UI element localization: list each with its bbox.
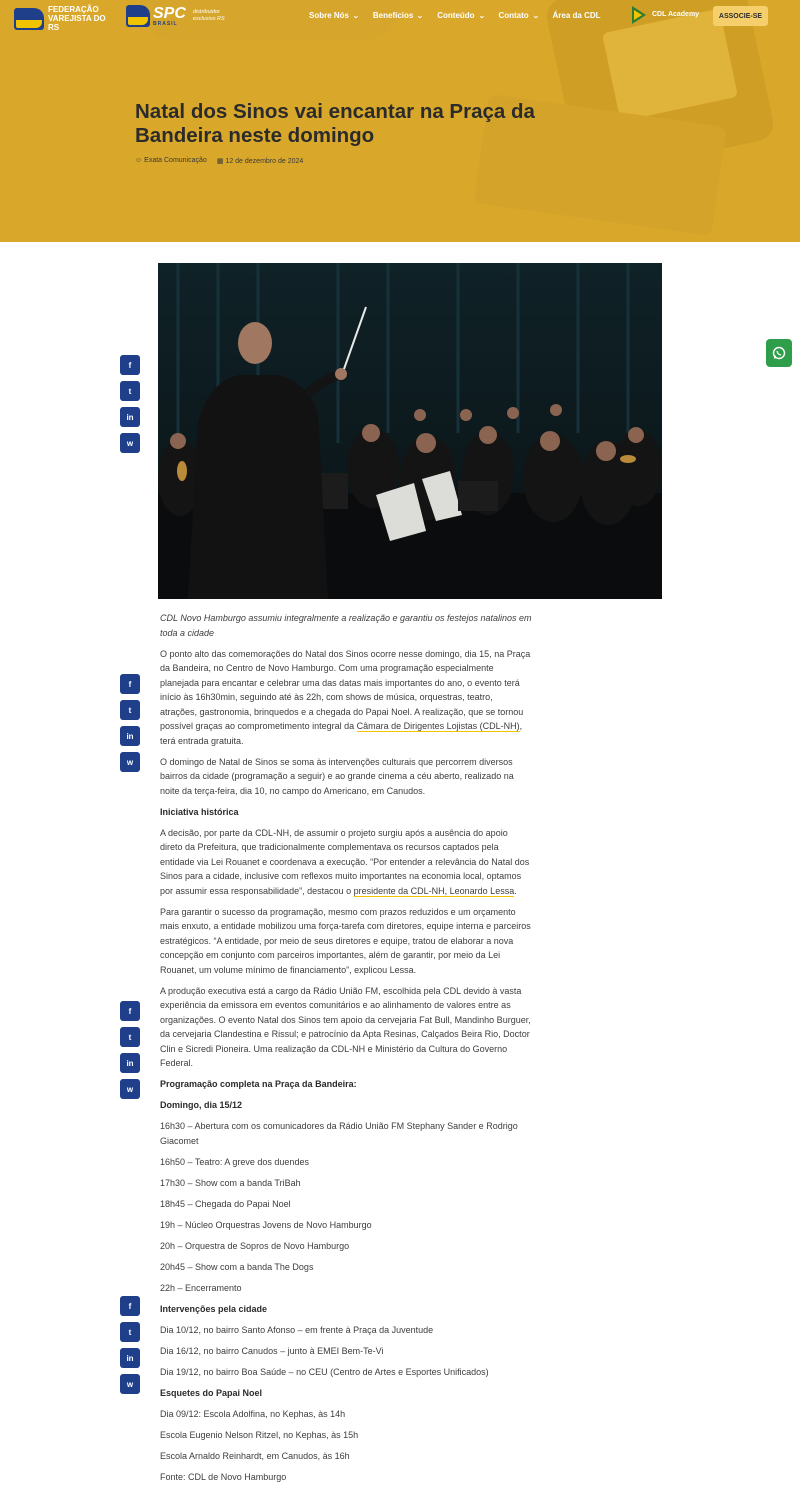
hero-banner (0, 0, 800, 242)
linkedin-share-button[interactable]: in (120, 1053, 140, 1073)
logo-federacao[interactable] (14, 5, 118, 32)
linkedin-share-button[interactable]: in (120, 726, 140, 746)
logo-spc[interactable] (126, 5, 233, 27)
chevron-down-icon: ⌄ (416, 12, 424, 20)
heading-intervencoes: Intervenções pela cidade (160, 1303, 268, 1314)
main-nav (309, 11, 601, 20)
article-date (217, 157, 303, 165)
paragraph-4: Para garantir o sucesso da programação, mesmo com prazos reduzidos e um orçamento mais enxuto, a entidade mobilizou uma força-tarefa com diretores, equipe interna e parceiros estratégicos. “A entidade, por meio de seus diretores e equipe, tratou de elaborar a nova concepção em conjunto com parceiros importantes, além de garantir, por meio da Lei Rouanet, um volume mínimo de financiamento”, explicou Lessa. (160, 906, 531, 975)
share-bar (120, 1001, 140, 1105)
academy-logo-icon (632, 6, 648, 22)
associe-button[interactable]: ASSOCIE-SE (713, 6, 768, 26)
logo-federacao-text: FEDERAÇÃO VAREJISTA DO RS (48, 5, 106, 32)
heading-domingo: Domingo, dia 15/12 (160, 1100, 243, 1110)
article-body (160, 611, 532, 1491)
sketch-item: Dia 09/12: Escola Adolfina, no Kephas, às 14h (160, 1408, 346, 1419)
heading-iniciativa: Iniciativa histórica (160, 806, 239, 817)
logo-spc-note: distribuidor exclusivo RS (192, 9, 225, 22)
presidente-link[interactable]: presidente da CDL-NH, Leonardo Lessa (353, 885, 515, 896)
facebook-share-button[interactable]: f (120, 1001, 140, 1021)
paragraph-2: O domingo de Natal de Sinos se soma às intervenções culturais que percorrem diversos bairros da cidade (programação a seguir) e ao grande cinema a céu aberto, realizado na noite da terça-feira, dia 10, no campo do Americano, em Canudos. (160, 756, 514, 796)
intervention-item: Dia 16/12, no bairro Canudos – junto à EMEI Bem-Te-Vi (160, 1345, 384, 1356)
nav-item-contato[interactable] (498, 11, 538, 20)
logo-spc-text: SPC (153, 4, 186, 22)
facebook-share-button[interactable]: f (120, 355, 140, 375)
photo-caption: CDL Novo Hamburgo assumiu integralmente a realização e garantiu os festejos natalinos em toda a cidade (160, 613, 532, 638)
cdl-academy-link[interactable] (632, 6, 699, 22)
nav-label: Conteúdo (437, 11, 475, 20)
heading-programacao: Programação completa na Praça da Bandeira: (160, 1079, 357, 1089)
article-photo-orchestra (158, 263, 662, 599)
schedule-item: 19h – Núcleo Orquestras Jovens de Novo Hamburgo (160, 1219, 372, 1230)
share-bar (120, 1296, 140, 1400)
schedule-item: 16h50 – Teatro: A greve dos duendes (160, 1156, 309, 1167)
twitter-share-button[interactable]: t (120, 381, 140, 401)
twitter-share-button[interactable]: t (120, 1027, 140, 1047)
chevron-down-icon: ⌄ (532, 12, 540, 20)
article-meta (135, 157, 303, 165)
federacao-logo-icon (14, 8, 44, 30)
linkedin-share-button[interactable]: in (120, 407, 140, 427)
twitter-share-button[interactable]: t (120, 700, 140, 720)
facebook-share-button[interactable]: f (120, 674, 140, 694)
whatsapp-share-button[interactable]: w (120, 1079, 140, 1099)
paragraph-text: A decisão, por parte da CDL-NH, de assumir o projeto surgiu após a ausência do apoio direto da Prefeitura, que tradicionalmente complementava os recursos captados pela entidade via Lei Rouanet e coordenava a execução. “Por entender a relevância do Natal dos Sinos para a cidade, inclusive com reflexos muito importantes na economia local, optamos por assumir essa responsabilidade”, destacou o (160, 827, 530, 896)
sketch-item: Escola Eugenio Nelson Ritzel, no Kephas, às 15h (160, 1429, 359, 1440)
sketch-item: Escola Arnaldo Reinhardt, em Canudos, às 16h (160, 1450, 350, 1461)
share-bar (120, 674, 140, 778)
page-title: Natal dos Sinos vai encantar na Praça da Bandeira neste domingo (135, 100, 535, 147)
schedule-item: 18h45 – Chegada do Papai Noel (160, 1198, 291, 1209)
nav-item-beneficios[interactable] (373, 11, 423, 20)
nav-label: Área da CDL (552, 11, 601, 20)
paragraph-1 (160, 647, 532, 749)
whatsapp-share-button[interactable]: w (120, 433, 140, 453)
spc-logo-icon (126, 5, 150, 27)
twitter-share-button[interactable]: t (120, 1322, 140, 1342)
share-bar (120, 355, 140, 459)
academy-label: CDL Academy (652, 10, 700, 18)
date-text: 12 de dezembro de 2024 (225, 158, 304, 165)
whatsapp-share-button[interactable]: w (120, 752, 140, 772)
whatsapp-icon (772, 346, 786, 360)
nav-item-sobre-nos[interactable] (309, 11, 359, 20)
source-text: Fonte: CDL de Novo Hamburgo (160, 1471, 287, 1482)
linkedin-share-button[interactable]: in (120, 1348, 140, 1368)
chevron-down-icon: ⌄ (352, 12, 360, 20)
nav-item-area-cdl[interactable] (553, 11, 601, 20)
intervention-item: Dia 10/12, no bairro Santo Afonso – em frente à Praça da Juventude (160, 1324, 434, 1335)
author-name: Exata Comunicação (144, 157, 207, 164)
paragraph-text: . (514, 885, 517, 896)
schedule-item: 16h30 – Abertura com os comunicadores da Rádio União FM Stephany Sander e Rodrigo Giacomet (160, 1121, 518, 1146)
paragraph-text: , terá entrada gratuita. (160, 721, 523, 746)
facebook-share-button[interactable]: f (120, 1296, 140, 1316)
nav-label: Benefícios (372, 11, 414, 20)
logo-spc-sub: BRASIL (153, 20, 178, 27)
nav-label: Contato (498, 11, 529, 20)
schedule-item: 20h – Orquestra de Sopros de Novo Hamburgo (160, 1240, 350, 1251)
nav-item-conteudo[interactable] (437, 11, 484, 20)
chevron-down-icon: ⌄ (477, 12, 486, 20)
nav-label: Sobre Nós (309, 11, 350, 20)
heading-esquetes: Esquetes do Papai Noel (160, 1387, 263, 1398)
whatsapp-share-button[interactable]: w (120, 1374, 140, 1394)
whatsapp-float-button[interactable] (766, 339, 792, 367)
calendar-icon: ▦ (216, 158, 224, 165)
schedule-item: 20h45 – Show com a banda The Dogs (160, 1261, 314, 1272)
intervention-item: Dia 19/12, no bairro Boa Saúde – no CEU (Centro de Artes e Esportes Unificados) (160, 1366, 489, 1377)
schedule-item: 22h – Encerramento (160, 1282, 242, 1293)
paragraph-5: A produção executiva está a cargo da Rádio União FM, escolhida pela CDL devido à vasta experiência da emissora em eventos comunitários e ao alinhamento de valores entre as organizações. O evento Natal dos Sinos tem apoio da cervejaria Fat Bull, Mandinho Burguer, da cervejaria Clandestina e Rissul; e patrocínio da Apta Resinas, Calçados Beira Rio, Doctor Clin e Sicredi Pioneira. Uma realização da CDL-NH e Ministério da Cultura do Governo Federal. (160, 985, 531, 1068)
article-author[interactable] (135, 157, 207, 165)
cdl-nh-link[interactable]: Câmara de Dirigentes Lojistas (CDL-NH) (356, 721, 520, 731)
paragraph-text: O ponto alto das comemorações do Natal dos Sinos ocorre nesse domingo, dia 15, na Praça da Bandeira, no Centro de Novo Hamburgo. Com uma programação especialmente planejada para encantar e celebrar uma das datas mais importantes do ano, o evento terá início às 16h30min, seguindo até às 22h, com shows de música, orquestras, teatro, atrações, gastronomia, brinquedos e a chegada do Papai Noel. A realização, que se tornou possível graças ao comprometimento integral da (160, 648, 531, 731)
paragraph-3 (160, 826, 532, 899)
schedule-item: 17h30 – Show com a banda TriBah (160, 1177, 301, 1188)
user-icon: ☺ (135, 157, 143, 164)
